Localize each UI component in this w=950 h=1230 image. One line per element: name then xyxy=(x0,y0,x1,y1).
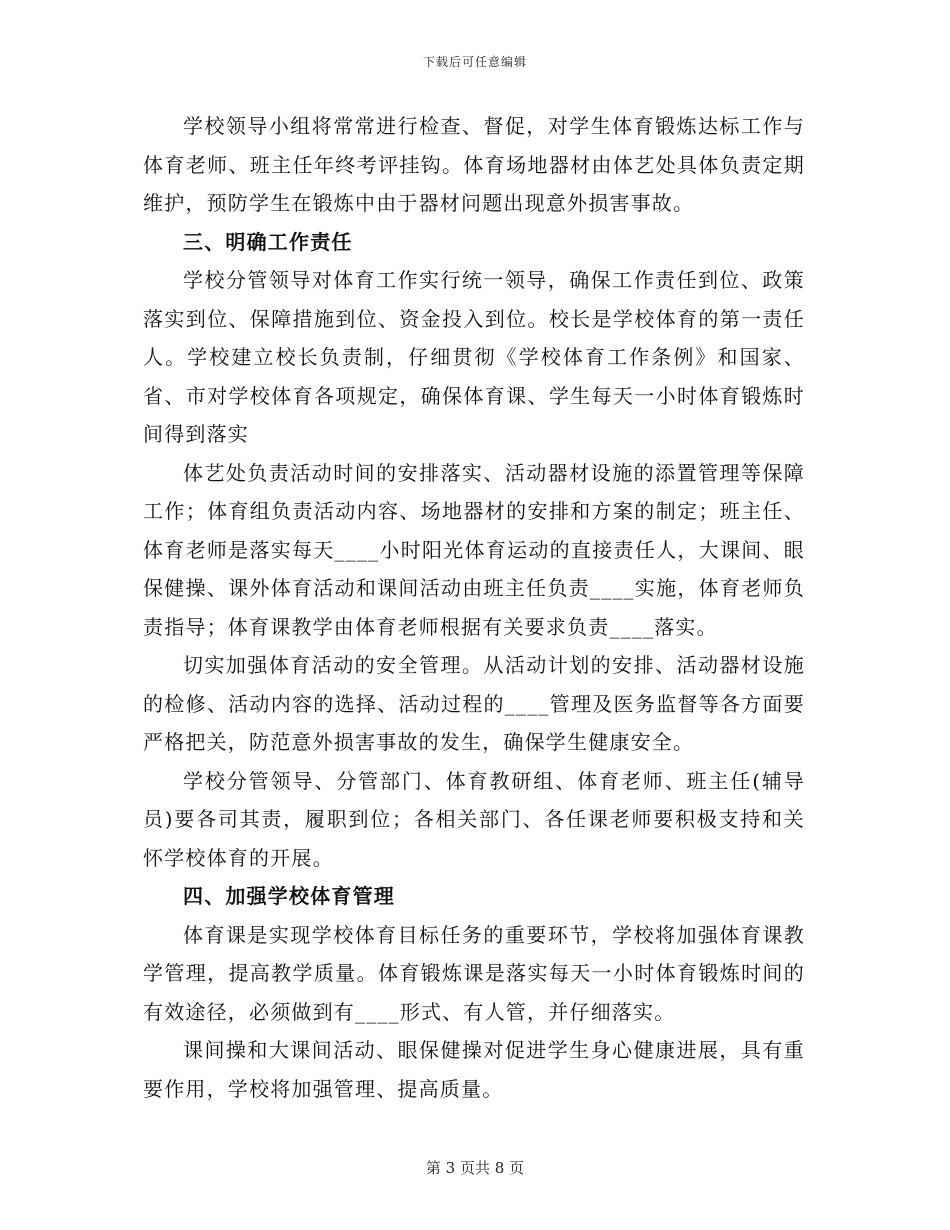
paragraph-safety: 切实加强体育活动的安全管理。从活动计划的安排、活动器材设施的检修、活动内容的选择、活动过程的____管理及医务监督等各方面要严格把关，防范意外损害事故的发生，确保学生健康安全。 xyxy=(143,653,805,754)
section-heading-4: 四、加强学校体育管理 xyxy=(183,884,395,908)
document-body xyxy=(143,107,805,1108)
paragraph-responsibilities: 体艺处负责活动时间的安排落实、活动器材设施的添置管理等保障工作；体育组负责活动内容、场地器材的安排和方案的制定；班主任、体育老师是落实每天____小时阳光体育运动的直接责任人，大课间、眼保健操、课外体育活动和课间活动由班主任负责____实施，体育老师负责指导；体育课教学由体育老师根据有关要求负责____落实。 xyxy=(143,460,805,639)
paragraph-pe-class: 体育课是实现学校体育目标任务的重要环节，学校将加强体育课教学管理，提高教学质量。体育锻炼课是落实每天一小时体育锻炼时间的有效途径，必须做到有____形式、有人管，并仔细落实。 xyxy=(143,922,805,1024)
paragraph-departments: 学校分管领导、分管部门、体育教研组、体育老师、班主任(辅导员)要各司其责，履职到位；各相关部门、各任课老师要积极支持和关怀学校体育的开展。 xyxy=(143,768,805,870)
section-heading-3: 三、明确工作责任 xyxy=(183,229,353,254)
paragraph-supervision: 学校领导小组将常常进行检查、督促，对学生体育锻炼达标工作与体育老师、班主任年终考评挂钩。体育场地器材由体艺处具体负责定期维护，预防学生在锻炼中由于器材问题出现意外损害事故。 xyxy=(143,114,805,215)
paragraph-leadership: 学校分管领导对体育工作实行统一领导，确保工作责任到位、政策落实到位、保障措施到位、资金投入到位。校长是学校体育的第一责任人。学校建立校长负责制，仔细贯彻《学校体育工作条例》和国家、省、市对学校体育各项规定，确保体育课、学生每天一小时体育锻炼时间得到落实 xyxy=(143,268,805,446)
page-footer: 第 3 页共 8 页 xyxy=(425,1159,525,1177)
paragraph-exercises: 课间操和大课间活动、眼保健操对促进学生身心健康进展，具有重要作用，学校将加强管理、提高质量。 xyxy=(143,1038,805,1101)
page-header: 下载后可任意编辑 xyxy=(422,55,527,69)
